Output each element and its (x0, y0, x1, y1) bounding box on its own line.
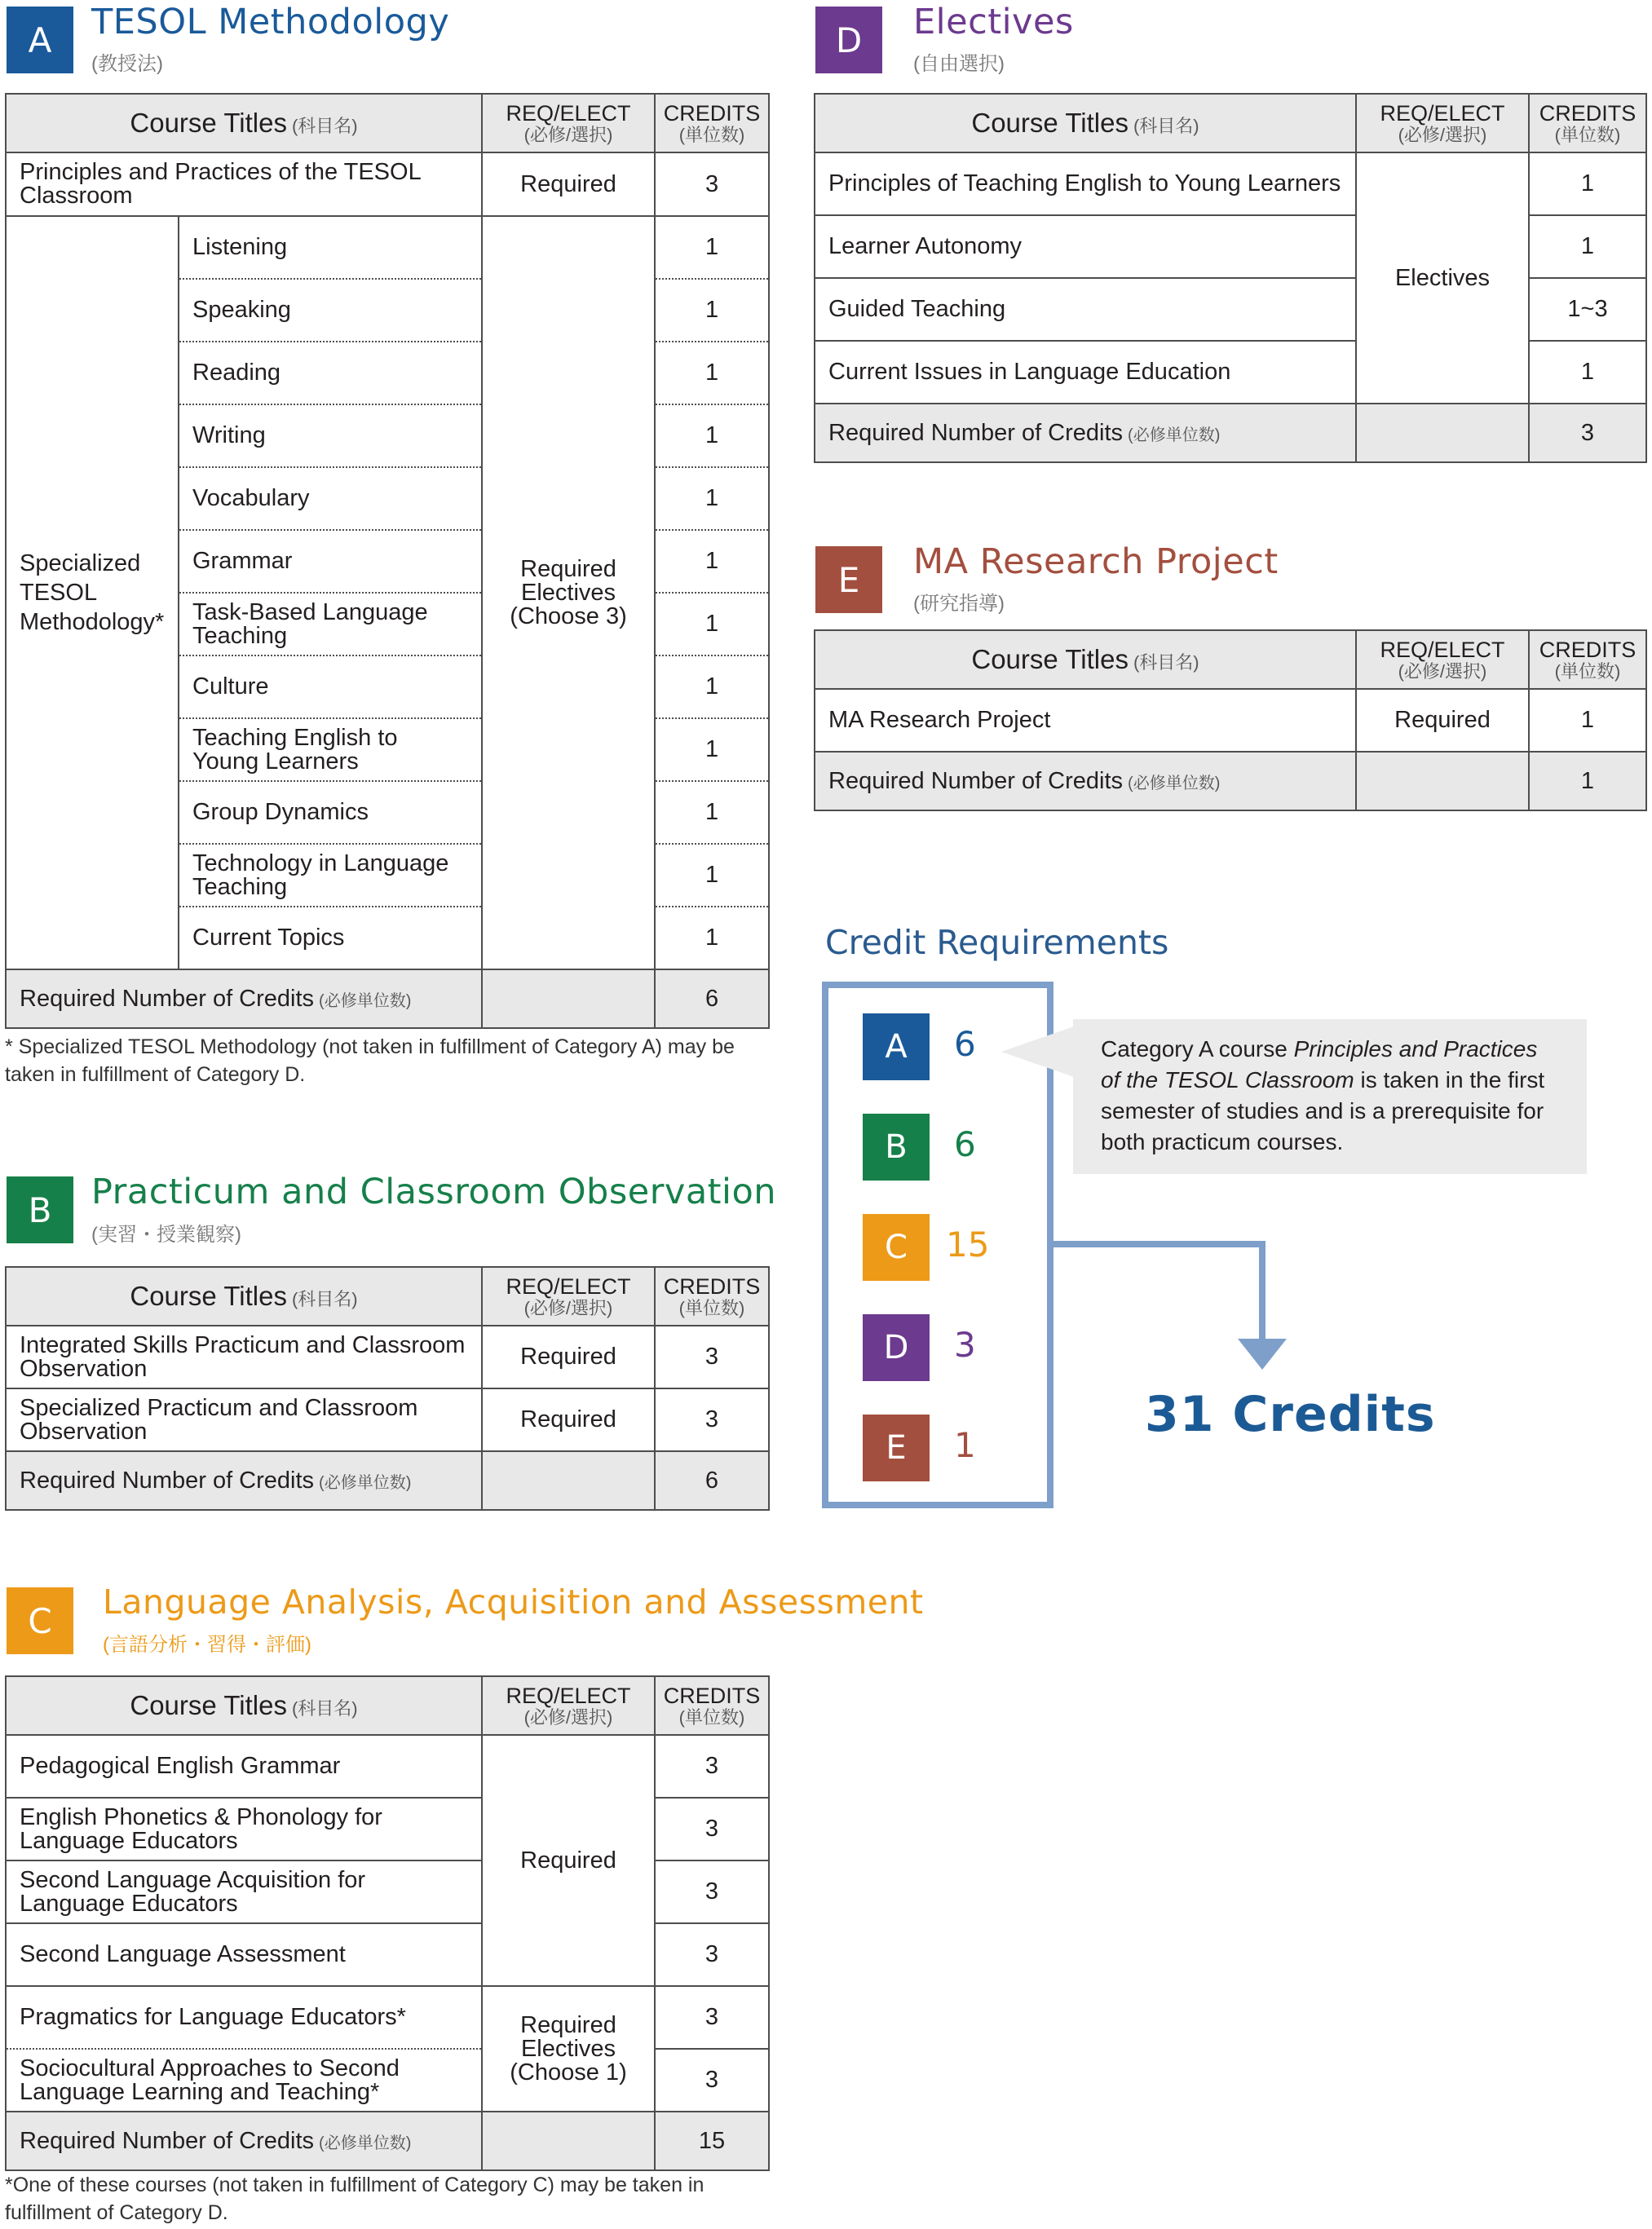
status-cell: Required (1356, 689, 1529, 752)
credit-value-b: 6 (954, 1124, 976, 1164)
section-a-footnote: * Specialized TESOL Methodology (not taken in fulfillment of Category A) may be taken in fulfillment of Category D. (5, 1035, 735, 1086)
section-e-badge: E (815, 546, 882, 613)
course-title-cell: Writing (179, 404, 482, 467)
section-c-footnote: *One of these courses (not taken in fulfillment of Category C) may be taken in fulfillment of Category D. (5, 2174, 705, 2224)
course-title-cell: Group Dynamics (179, 781, 482, 844)
section-b-subtitle: (実習・授業観察) (91, 1224, 241, 1246)
credit-value-a: 6 (954, 1024, 976, 1064)
status-cell: Required (482, 152, 655, 216)
empty-cell (1356, 752, 1529, 810)
required-number-label: Required Number of Credits (必修単位数) (815, 752, 1356, 810)
credits-cell: 3 (655, 1798, 769, 1860)
credit-value-d: 3 (954, 1325, 976, 1365)
section-a-subtitle: (教授法) (91, 53, 163, 75)
status-cell: Electives (1356, 152, 1529, 404)
credit-badge-d: D (863, 1314, 930, 1381)
specialized-group-label: Specialized TESOL Methodology* (6, 216, 179, 969)
credit-badge-a: A (863, 1013, 930, 1080)
credits-cell: 3 (655, 1923, 769, 1986)
course-title-cell: Principles of Teaching English to Young Learners (815, 152, 1356, 215)
credits-cell: 3 (655, 1860, 769, 1923)
credits-header: CREDITS (単位数) (655, 1676, 769, 1735)
course-title-cell: Guided Teaching (815, 278, 1356, 341)
empty-cell (482, 969, 655, 1028)
section-e-subtitle: (研究指導) (913, 593, 1005, 615)
req-elect-header: REQ/ELECT (必修/選択) (482, 1267, 655, 1326)
req-elect-header: REQ/ELECT (必修/選択) (1356, 94, 1529, 152)
course-title-cell: Grammar (179, 530, 482, 593)
req-elect-header: REQ/ELECT (必修/選択) (482, 94, 655, 152)
course-title-cell: Integrated Skills Practicum and Classroom Observation (6, 1326, 482, 1388)
credits-cell: 3 (655, 1388, 769, 1451)
section-c-badge: C (7, 1587, 73, 1654)
credit-value-c: 15 (946, 1225, 990, 1265)
credits-cell: 1 (1529, 215, 1646, 278)
course-title-cell: Teaching English to Young Learners (179, 718, 482, 781)
course-title-cell: Pedagogical English Grammar (6, 1735, 482, 1798)
required-number-label: Required Number of Credits (必修単位数) (6, 969, 482, 1028)
credits-cell: 3 (655, 1986, 769, 2049)
credits-cell: 1 (655, 781, 769, 844)
credits-cell: 1 (1529, 341, 1646, 404)
status-cell: Required (482, 1735, 655, 1986)
course-title-cell: Technology in Language Teaching (179, 844, 482, 907)
course-title-cell: Listening (179, 216, 482, 279)
required-total-cell: 15 (655, 2112, 769, 2170)
credits-cell: 1 (1529, 152, 1646, 215)
course-title-cell: Second Language Acquisition for Language Educators (6, 1860, 482, 1923)
required-total-cell: 6 (655, 969, 769, 1028)
section-c-subtitle: (言語分析・習得・評価) (103, 1634, 311, 1656)
req-elect-header: REQ/ELECT (必修/選択) (1356, 630, 1529, 689)
credits-cell: 1 (655, 216, 769, 279)
section-a-badge: A (7, 7, 73, 73)
req-elect-header: REQ/ELECT (必修/選択) (482, 1676, 655, 1735)
course-title-cell: Principles and Practices of the TESOL Classroom (6, 152, 482, 216)
credits-cell: 1 (655, 342, 769, 404)
section-d-badge: D (815, 7, 882, 73)
course-title-cell: Task-Based Language Teaching (179, 593, 482, 655)
course-title-cell: Sociocultural Approaches to Second Language Learning and Teaching* (6, 2049, 482, 2112)
required-total-cell: 6 (655, 1451, 769, 1510)
total-credits: 31 Credits (1145, 1386, 1436, 1443)
course-titles-header: Course Titles (科目名) (6, 1267, 482, 1326)
course-title-cell: MA Research Project (815, 689, 1356, 752)
credits-cell: 1 (655, 844, 769, 907)
required-number-label: Required Number of Credits (必修単位数) (6, 2112, 482, 2170)
required-total-cell: 3 (1529, 404, 1646, 462)
credits-cell: 1 (655, 467, 769, 530)
section-c-table (5, 1675, 770, 2171)
credits-cell: 1 (1529, 689, 1646, 752)
credits-cell: 3 (655, 1735, 769, 1798)
course-title-cell: Culture (179, 655, 482, 718)
course-title-cell: Current Issues in Language Education (815, 341, 1356, 404)
credits-cell: 1 (655, 655, 769, 718)
section-d-table (814, 93, 1647, 463)
credits-cell: 1 (655, 593, 769, 655)
credits-cell: 1 (655, 530, 769, 593)
credits-cell: 3 (655, 2049, 769, 2112)
required-total-cell: 1 (1529, 752, 1646, 810)
credit-badge-b: B (863, 1114, 930, 1181)
course-title-cell: Current Topics (179, 907, 482, 969)
status-cell: Required (482, 1388, 655, 1451)
credits-cell: 1 (655, 279, 769, 342)
section-b-table (5, 1266, 770, 1511)
course-titles-header: Course Titles (科目名) (815, 94, 1356, 152)
credits-header: CREDITS (単位数) (1529, 94, 1646, 152)
credits-cell: 1 (655, 404, 769, 467)
required-number-label: Required Number of Credits (必修単位数) (6, 1451, 482, 1510)
section-e-title: MA Research Project (913, 541, 1279, 582)
credits-cell: 1 (655, 907, 769, 969)
section-d-subtitle: (自由選択) (913, 53, 1005, 75)
credits-header: CREDITS (単位数) (1529, 630, 1646, 689)
group-status-cell: Required Electives (Choose 1) (482, 1986, 655, 2112)
empty-cell (482, 1451, 655, 1510)
credits-header: CREDITS (単位数) (655, 94, 769, 152)
course-title-cell: Speaking (179, 279, 482, 342)
credits-header: CREDITS (単位数) (655, 1267, 769, 1326)
credits-cell: 1 (655, 718, 769, 781)
course-titles-header: Course Titles (科目名) (6, 94, 482, 152)
course-title-cell: Vocabulary (179, 467, 482, 530)
credit-requirements-title: Credit Requirements (825, 923, 1169, 962)
course-title-cell: Pragmatics for Language Educators* (6, 1986, 482, 2049)
required-number-label: Required Number of Credits (必修単位数) (815, 404, 1356, 462)
prerequisite-callout: Category A course Principles and Practices of the TESOL Classroom is taken in the first semester of studies and is a prerequisite for both practicum courses. (1073, 1019, 1587, 1174)
group-status-cell: Required Electives (Choose 3) (482, 216, 655, 969)
section-e-table (814, 629, 1647, 811)
course-title-cell: English Phonetics & Phonology for Language Educators (6, 1798, 482, 1860)
section-b-title: Practicum and Classroom Observation (91, 1172, 777, 1212)
credits-cell: 3 (655, 152, 769, 216)
credit-badge-e: E (863, 1415, 930, 1481)
course-titles-header: Course Titles (科目名) (815, 630, 1356, 689)
section-c-title: Language Analysis, Acquisition and Assessment (103, 1582, 924, 1622)
section-a-title: TESOL Methodology (91, 2, 450, 42)
status-cell: Required (482, 1326, 655, 1388)
callout-pointer (996, 1019, 1078, 1092)
total-arrow (1044, 1234, 1288, 1381)
course-title-cell: Second Language Assessment (6, 1923, 482, 1986)
credits-cell: 3 (655, 1326, 769, 1388)
course-title-cell: Specialized Practicum and Classroom Observation (6, 1388, 482, 1451)
course-titles-header: Course Titles (科目名) (6, 1676, 482, 1735)
empty-cell (1356, 404, 1529, 462)
course-title-cell: Learner Autonomy (815, 215, 1356, 278)
credit-value-e: 1 (954, 1425, 976, 1465)
credits-cell: 1~3 (1529, 278, 1646, 341)
section-b-badge: B (7, 1176, 73, 1243)
section-d-title: Electives (913, 2, 1074, 42)
empty-cell (482, 2112, 655, 2170)
section-a-table (5, 93, 770, 1029)
course-title-cell: Reading (179, 342, 482, 404)
credit-badge-c: C (863, 1214, 930, 1281)
